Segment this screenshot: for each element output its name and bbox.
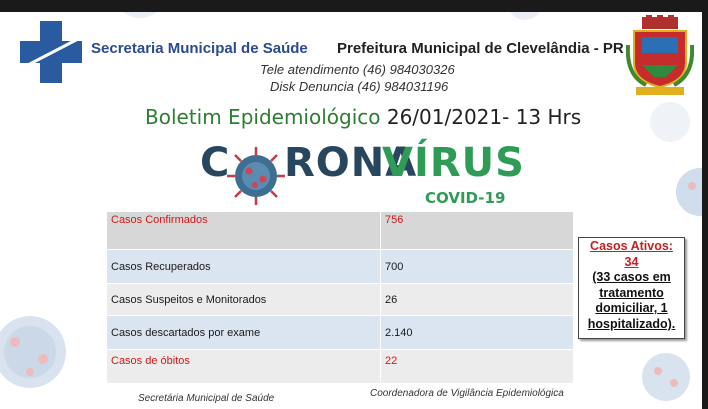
row-value: 700	[381, 250, 574, 284]
row-label: Casos Recuperados	[107, 250, 381, 284]
virus-decoration-icon	[100, 12, 180, 32]
tele-line: Tele atendimento (46) 984030326	[260, 62, 455, 77]
virus-decoration-icon	[495, 12, 555, 37]
cases-table	[106, 211, 574, 384]
row-label: Casos descartados por exame	[107, 316, 381, 350]
bulletin-title	[145, 105, 581, 129]
active-cases-count: 34	[624, 254, 639, 269]
row-value: 26	[381, 284, 574, 316]
footer-coordinator: Coordenadora de Vigilância Epidemiológica	[370, 388, 564, 399]
table-row	[107, 250, 574, 284]
coat-of-arms-icon	[626, 15, 694, 97]
row-value: 2.140	[381, 316, 574, 350]
row-label: Casos Confirmados	[107, 212, 381, 250]
health-secretariat-title: Secretaria Municipal de Saúde	[91, 40, 308, 57]
active-cases-detail: tratamento	[599, 285, 664, 300]
table-row	[107, 284, 574, 316]
active-cases-box	[578, 237, 685, 339]
table-row	[107, 350, 574, 384]
row-label: Casos de óbitos	[107, 350, 381, 384]
row-label: Casos Suspeitos e Monitorados	[107, 284, 381, 316]
virus-decoration-icon	[636, 347, 696, 407]
logo-text-c: C	[200, 140, 231, 186]
covid-subtitle: COVID-19	[425, 189, 506, 207]
health-cross-logo	[20, 21, 82, 83]
prefecture-title: Prefeitura Municipal de Clevelândia - PR	[337, 40, 624, 57]
row-value: 22	[381, 350, 574, 384]
row-value: 756	[381, 212, 574, 250]
footer-secretary: Secretária Municipal de Saúde	[138, 393, 275, 404]
virus-decoration-icon	[0, 297, 85, 407]
bulletin-date: 26/01/2021- 13 Hrs	[386, 105, 582, 129]
table-row	[107, 212, 574, 250]
active-cases-detail: (33 casos em	[592, 270, 671, 284]
top-frame-bar	[0, 0, 708, 12]
logo-text-virus: VÍRUS	[382, 140, 525, 186]
table-row	[107, 316, 574, 350]
bulletin-label: Boletim Epidemiológico	[145, 105, 381, 129]
virus-decoration-icon	[640, 92, 700, 152]
logo-text-rona: RONA	[284, 140, 418, 186]
virus-ball-icon	[225, 145, 287, 207]
disk-line: Disk Denuncia (46) 984031196	[270, 79, 449, 94]
active-cases-detail: domiciliar, 1	[595, 301, 668, 315]
virus-decoration-icon	[670, 152, 702, 232]
active-cases-detail: hospitalizado).	[587, 316, 676, 331]
active-cases-title: Casos Ativos:	[590, 239, 673, 253]
right-frame-bar	[702, 0, 708, 409]
